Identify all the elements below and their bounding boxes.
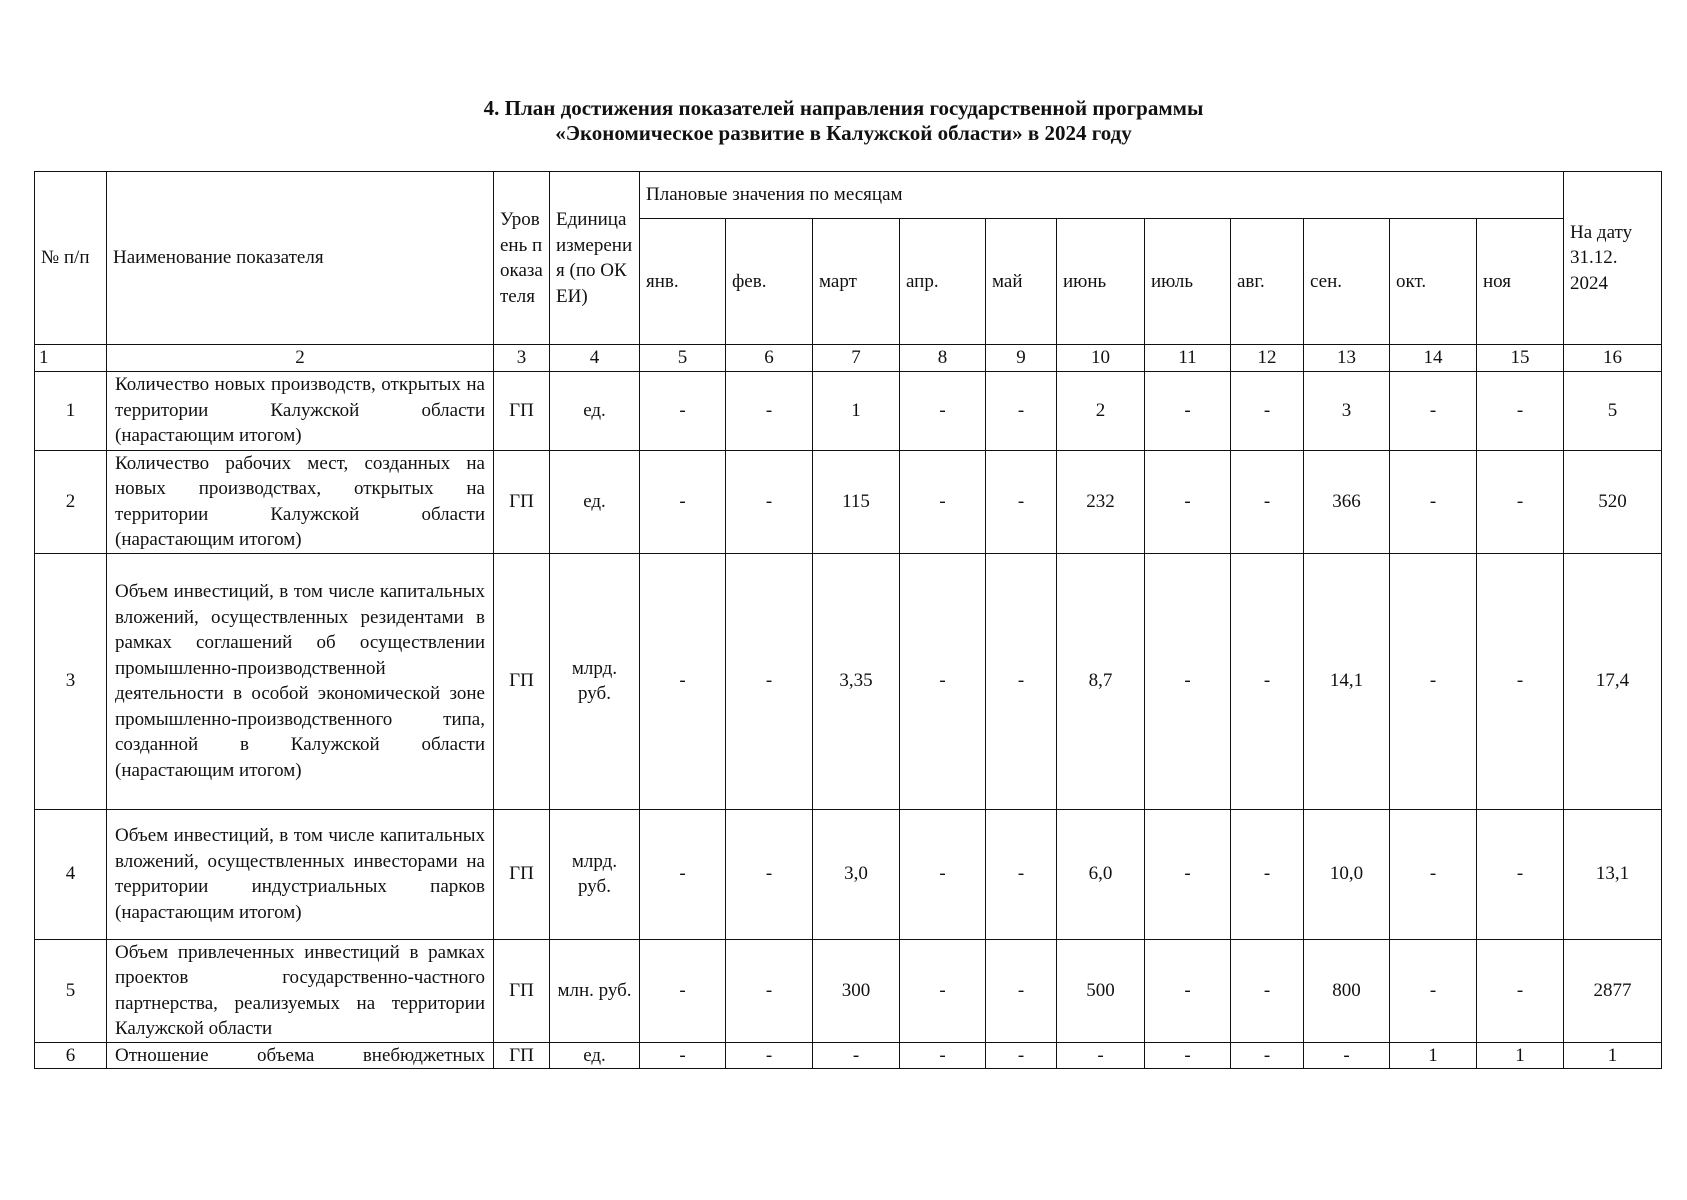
month-value: -: [1390, 553, 1477, 809]
year-end-value: 17,4: [1564, 553, 1662, 809]
indicator-name: [107, 1042, 494, 1069]
header-level: Уровень показателя: [494, 172, 550, 345]
indicator-name-word: внебюджетных: [362, 1044, 485, 1066]
row-number: 3: [35, 553, 107, 809]
month-value: -: [1304, 1042, 1390, 1069]
month-value: -: [900, 1042, 986, 1069]
header-month: март: [813, 219, 900, 345]
month-value: -: [1231, 809, 1304, 939]
month-value: -: [1145, 809, 1231, 939]
month-value: 115: [813, 450, 900, 553]
month-value: -: [1390, 371, 1477, 450]
month-value: -: [726, 1042, 813, 1069]
month-value: -: [986, 371, 1057, 450]
column-numbers-row: [35, 345, 1662, 372]
column-number: 15: [1477, 345, 1564, 372]
column-number: 6: [726, 345, 813, 372]
indicator-name: Количество новых производств, открытых на территории Калужской области (нарастающим итогом): [107, 371, 494, 450]
month-value: 232: [1057, 450, 1145, 553]
month-value: -: [986, 1042, 1057, 1069]
month-value: -: [1477, 450, 1564, 553]
month-value: 300: [813, 939, 900, 1042]
indicator-name: Объем инвестиций, в том числе капитальных вложений, осуществленных резидентами в рамках соглашений об осуществлении промышленно-производственной деятельности в особой экономической зоне промышленно-производственного типа, созданной в Калужской области (нарастающим итогом): [107, 553, 494, 809]
month-value: 3: [1304, 371, 1390, 450]
indicator-level: ГП: [494, 939, 550, 1042]
indicator-name: Объем инвестиций, в том числе капитальных вложений, осуществленных инвесторами на территории индустриальных парков (нарастающим итогом): [107, 809, 494, 939]
column-number: 8: [900, 345, 986, 372]
year-end-value: 2877: [1564, 939, 1662, 1042]
title-line-1: 4. План достижения показателей направления государственной программы: [483, 96, 1204, 120]
column-number: 3: [494, 345, 550, 372]
header-name: Наименование показателя: [107, 172, 494, 345]
table-row: [35, 809, 1662, 939]
column-number: 2: [107, 345, 494, 372]
year-end-value: 1: [1564, 1042, 1662, 1069]
month-value: 3,0: [813, 809, 900, 939]
month-value: -: [1145, 1042, 1231, 1069]
month-value: 500: [1057, 939, 1145, 1042]
indicator-unit: млрд. руб.: [550, 553, 640, 809]
month-value: -: [1231, 553, 1304, 809]
header-row-1: [35, 172, 1662, 219]
header-month: июль: [1145, 219, 1231, 345]
month-value: 14,1: [1304, 553, 1390, 809]
indicator-name-word: объема: [257, 1044, 315, 1066]
indicator-unit: ед.: [550, 450, 640, 553]
month-value: -: [1145, 553, 1231, 809]
header-unit: Единица измерения (по ОКЕИ): [550, 172, 640, 345]
month-value: -: [640, 553, 726, 809]
table-row: [35, 450, 1662, 553]
month-value: -: [986, 450, 1057, 553]
header-plan: Плановые значения по месяцам: [640, 172, 1564, 219]
month-value: -: [900, 939, 986, 1042]
month-value: -: [813, 1042, 900, 1069]
month-value: -: [1231, 371, 1304, 450]
column-number: 7: [813, 345, 900, 372]
column-number: 12: [1231, 345, 1304, 372]
header-month: апр.: [900, 219, 986, 345]
month-value: -: [900, 371, 986, 450]
table-row: [35, 553, 1662, 809]
month-value: 1: [1477, 1042, 1564, 1069]
year-end-value: 13,1: [1564, 809, 1662, 939]
page-title: [0, 96, 1687, 146]
month-value: -: [726, 371, 813, 450]
title-line-2: «Экономическое развитие в Калужской области» в 2024 году: [555, 121, 1132, 145]
table-row: [35, 1042, 1662, 1069]
month-value: 1: [813, 371, 900, 450]
month-value: -: [986, 809, 1057, 939]
indicator-name-word: Отношение: [115, 1044, 209, 1066]
month-value: -: [726, 939, 813, 1042]
month-value: -: [1145, 939, 1231, 1042]
header-month: май: [986, 219, 1057, 345]
header-date: На дату 31.12. 2024: [1564, 172, 1662, 345]
column-number: 4: [550, 345, 640, 372]
header-month: ноя: [1477, 219, 1564, 345]
header-month: июнь: [1057, 219, 1145, 345]
indicator-name: Объем привлеченных инвестиций в рамках проектов государственно-частного партнерства, реализуемых на территории Калужской области: [107, 939, 494, 1042]
month-value: 366: [1304, 450, 1390, 553]
month-value: -: [1390, 809, 1477, 939]
month-value: -: [900, 809, 986, 939]
column-number: 14: [1390, 345, 1477, 372]
table-row: [35, 371, 1662, 450]
indicator-unit: ед.: [550, 1042, 640, 1069]
indicator-unit: млрд. руб.: [550, 809, 640, 939]
month-value: -: [1477, 809, 1564, 939]
month-value: -: [640, 371, 726, 450]
indicator-level: ГП: [494, 553, 550, 809]
month-value: -: [986, 939, 1057, 1042]
header-month: авг.: [1231, 219, 1304, 345]
month-value: -: [1231, 1042, 1304, 1069]
month-value: -: [1145, 371, 1231, 450]
month-value: 10,0: [1304, 809, 1390, 939]
row-number: 4: [35, 809, 107, 939]
month-value: -: [640, 809, 726, 939]
indicator-level: ГП: [494, 1042, 550, 1069]
row-number: 1: [35, 371, 107, 450]
column-number: 10: [1057, 345, 1145, 372]
month-value: 2: [1057, 371, 1145, 450]
month-value: -: [1477, 939, 1564, 1042]
row-number: 5: [35, 939, 107, 1042]
year-end-value: 5: [1564, 371, 1662, 450]
month-value: -: [986, 553, 1057, 809]
month-value: -: [640, 1042, 726, 1069]
month-value: -: [1477, 553, 1564, 809]
indicator-unit: ед.: [550, 371, 640, 450]
indicators-table: [34, 171, 1662, 1069]
header-month: окт.: [1390, 219, 1477, 345]
indicator-level: ГП: [494, 371, 550, 450]
year-end-value: 520: [1564, 450, 1662, 553]
column-number: 11: [1145, 345, 1231, 372]
month-value: -: [1477, 371, 1564, 450]
month-value: -: [1390, 450, 1477, 553]
month-value: -: [726, 553, 813, 809]
month-value: -: [640, 450, 726, 553]
header-month: янв.: [640, 219, 726, 345]
month-value: -: [1231, 450, 1304, 553]
month-value: -: [1390, 939, 1477, 1042]
header-month: фев.: [726, 219, 813, 345]
row-number: 6: [35, 1042, 107, 1069]
month-value: 1: [1390, 1042, 1477, 1069]
month-value: 8,7: [1057, 553, 1145, 809]
month-value: -: [900, 553, 986, 809]
column-number: 1: [35, 345, 107, 372]
indicator-name: Количество рабочих мест, созданных на новых производствах, открытых на территории Калужской области (нарастающим итогом): [107, 450, 494, 553]
month-value: -: [1057, 1042, 1145, 1069]
month-value: -: [900, 450, 986, 553]
month-value: 6,0: [1057, 809, 1145, 939]
month-value: -: [1231, 939, 1304, 1042]
indicator-name-text: [115, 1043, 485, 1069]
month-value: 3,35: [813, 553, 900, 809]
month-value: -: [1145, 450, 1231, 553]
header-num: № п/п: [35, 172, 107, 345]
month-value: 800: [1304, 939, 1390, 1042]
month-value: -: [640, 939, 726, 1042]
row-number: 2: [35, 450, 107, 553]
header-month: сен.: [1304, 219, 1390, 345]
indicator-level: ГП: [494, 809, 550, 939]
table-row: [35, 939, 1662, 1042]
column-number: 16: [1564, 345, 1662, 372]
column-number: 9: [986, 345, 1057, 372]
indicator-level: ГП: [494, 450, 550, 553]
month-value: -: [726, 809, 813, 939]
indicator-unit: млн. руб.: [550, 939, 640, 1042]
column-number: 5: [640, 345, 726, 372]
column-number: 13: [1304, 345, 1390, 372]
month-value: -: [726, 450, 813, 553]
